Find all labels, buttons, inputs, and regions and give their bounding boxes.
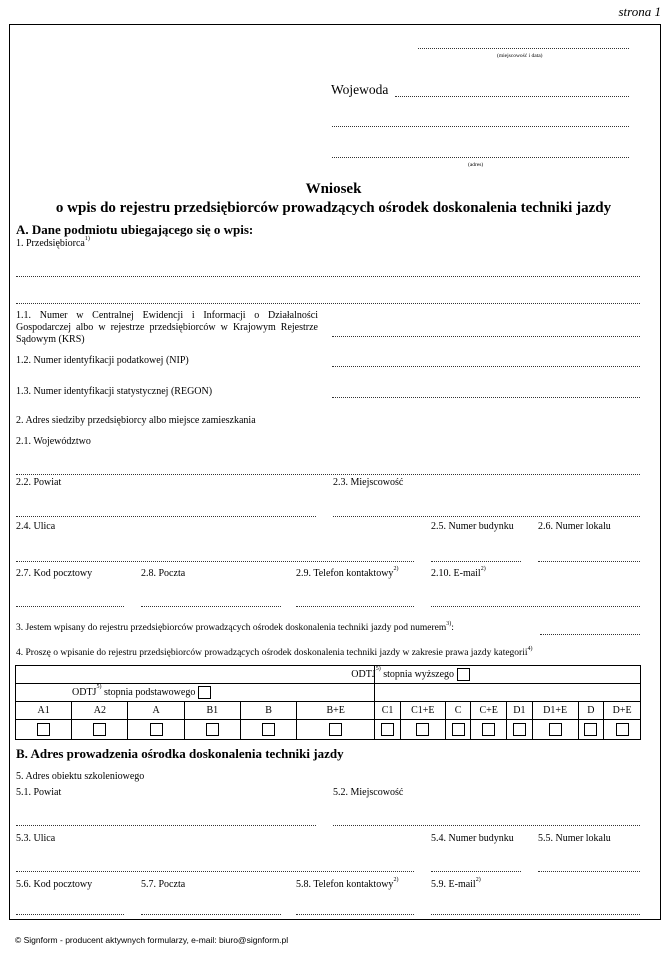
category-cell [297,720,375,740]
category-header: A2 [72,702,128,720]
category-cell [128,720,184,740]
apartment-number-label: 2.6. Numer lokalu [538,521,611,532]
building-number-label: 2.5. Numer budynku [431,521,514,532]
category-cell [240,720,296,740]
form-frame [9,24,661,920]
voivode-address-line-1[interactable] [332,126,629,127]
site-post-office-label: 5.7. Poczta [141,879,186,890]
site-district-field[interactable] [16,825,316,826]
odtj-higher-label: ODTJ$^{5)}$ stopnia wyższego [351,666,455,680]
categories-request-label: 4. Proszę o wpisanie do rejestru przedsiębiorców prowadzących ośrodek doskonalenia techniki jazdy w zakresie prawa jazdy kategorii$^{4)}$ [16,646,533,658]
category-a2-checkbox[interactable] [93,723,106,736]
regon-label: 1.3. Numer identyfikacji statystycznej (REGON) [16,386,213,397]
category-cell [184,720,240,740]
category-header: C1 [375,702,401,720]
license-categories-table [15,665,641,740]
site-building-number-label: 5.4. Numer budynku [431,833,514,844]
form-subtitle: o wpis do rejestru przedsiębiorców prowadzących ośrodek doskonalenia techniki jazdy [55,200,612,216]
site-city-label: 5.2. Miejscowość [333,787,404,798]
odtj-basic-cell [16,684,375,702]
odtj-basic-label: ODTJ$^{5)}$ stopnia podstawowego [72,684,196,698]
building-number-field[interactable] [431,561,521,562]
ceidg-krs-label: 1.1. Numer w Centralnej Ewidencji i Informacji o Działalności Gospodarczej albo w rejestrze przedsiębiorców w Krajowym Rejestrze Sądowym (KRS) [16,310,318,345]
category-cell [604,720,641,740]
category-d-checkbox[interactable] [584,723,597,736]
entrepreneur-field-line-1[interactable] [16,276,640,277]
category-cell [445,720,471,740]
postal-code-field[interactable] [16,606,124,607]
category-header: A1 [16,702,72,720]
registry-number-label: 3. Jestem wpisany do rejestru przedsiębiorców prowadzących ośrodek doskonalenia techniki jazdy pod numerem$^{3)}$: [16,621,454,633]
category-c-checkbox[interactable] [452,723,465,736]
nip-label: 1.2. Numer identyfikacji podatkowej (NIP) [16,355,189,366]
category-header: A [128,702,184,720]
site-city-field[interactable] [333,825,640,826]
site-phone-field[interactable] [296,914,414,915]
category-c1e-checkbox[interactable] [416,723,429,736]
entrepreneur-field-line-2[interactable] [16,303,640,304]
category-header: D1 [507,702,533,720]
odtj-higher-cell [351,666,641,684]
phone-label: 2.9. Telefon kontaktowy$^{2)}$ [296,566,399,579]
post-office-label: 2.8. Poczta [141,568,186,579]
category-header: D1+E [532,702,578,720]
page-number: strona 1 [618,4,661,19]
category-d1e-checkbox[interactable] [549,723,562,736]
category-header: C [445,702,471,720]
postal-code-label: 2.7. Kod pocztowy [16,568,93,579]
apartment-number-field[interactable] [538,561,640,562]
category-b-checkbox[interactable] [262,723,275,736]
category-d1-checkbox[interactable] [513,723,526,736]
odtj-higher-checkbox[interactable] [457,668,470,681]
phone-field[interactable] [296,606,414,607]
training-site-label: 5. Adres obiektu szkoleniowego [16,771,145,782]
category-cell [375,720,401,740]
voivodeship-field[interactable] [16,474,640,475]
category-header: B+E [297,702,375,720]
category-header: D+E [604,702,641,720]
form-title: Wniosek [305,181,362,197]
address-caption: (adres) [468,162,484,168]
address-section-label: 2. Adres siedziby przedsiębiorcy albo miejsce zamieszkania [16,415,256,426]
category-a-checkbox[interactable] [150,723,163,736]
category-ce-checkbox[interactable] [482,723,495,736]
site-postal-code-field[interactable] [16,914,124,915]
voivode-label: Wojewoda [331,82,389,97]
post-office-field[interactable] [141,606,281,607]
category-header: C1+E [400,702,445,720]
district-field[interactable] [16,516,316,517]
site-email-field[interactable] [431,914,640,915]
regon-field[interactable] [332,397,640,398]
site-post-office-field[interactable] [141,914,281,915]
category-header: C+E [471,702,507,720]
ceidg-krs-field[interactable] [332,336,640,337]
category-c1-checkbox[interactable] [381,723,394,736]
category-header: D [578,702,604,720]
street-label: 2.4. Ulica [16,521,56,532]
category-de-checkbox[interactable] [616,723,629,736]
section-a-heading: A. Dane podmiotu ubiegającego się o wpis: [16,222,254,237]
place-date-caption: (miejscowość i data) [497,53,543,59]
category-a1-checkbox[interactable] [37,723,50,736]
category-cell [16,720,72,740]
odtj-basic-checkbox[interactable] [198,686,211,699]
category-cell [507,720,533,740]
entrepreneur-label: 1. Przedsiębiorca$^{1)}$ [16,236,90,249]
category-b1-checkbox[interactable] [206,723,219,736]
category-cell [532,720,578,740]
street-field[interactable] [16,561,414,562]
site-street-field[interactable] [16,871,414,872]
site-district-label: 5.1. Powiat [16,787,62,798]
footer-credit: © Signform - producent aktywnych formularzy, e-mail: biuro@signform.pl [15,935,289,945]
voivode-address-line-2[interactable] [332,157,629,158]
voivode-name-field[interactable] [395,96,629,97]
site-email-label: 5.9. E-mail$^{2)}$ [431,877,481,890]
site-apartment-number-field[interactable] [538,871,640,872]
district-label: 2.2. Powiat [16,477,62,488]
nip-field[interactable] [332,366,640,367]
site-building-number-field[interactable] [431,871,521,872]
city-label: 2.3. Miejscowość [333,477,404,488]
category-cell [400,720,445,740]
site-apartment-number-label: 5.5. Numer lokalu [538,833,611,844]
category-header: B [240,702,296,720]
email-field[interactable] [431,606,640,607]
category-be-checkbox[interactable] [329,723,342,736]
site-postal-code-label: 5.6. Kod pocztowy [16,879,93,890]
category-cell [578,720,604,740]
category-header: B1 [184,702,240,720]
place-date-field[interactable] [418,48,629,49]
section-b-heading: B. Adres prowadzenia ośrodka doskonalenia techniki jazdy [16,746,344,761]
site-phone-label: 5.8. Telefon kontaktowy$^{2)}$ [296,877,399,890]
category-cell [471,720,507,740]
voivodeship-label: 2.1. Województwo [16,436,91,447]
site-street-label: 5.3. Ulica [16,833,56,844]
email-label: 2.10. E-mail$^{2)}$ [431,566,486,579]
category-cell [72,720,128,740]
registry-number-field[interactable] [540,634,640,635]
city-field[interactable] [333,516,640,517]
